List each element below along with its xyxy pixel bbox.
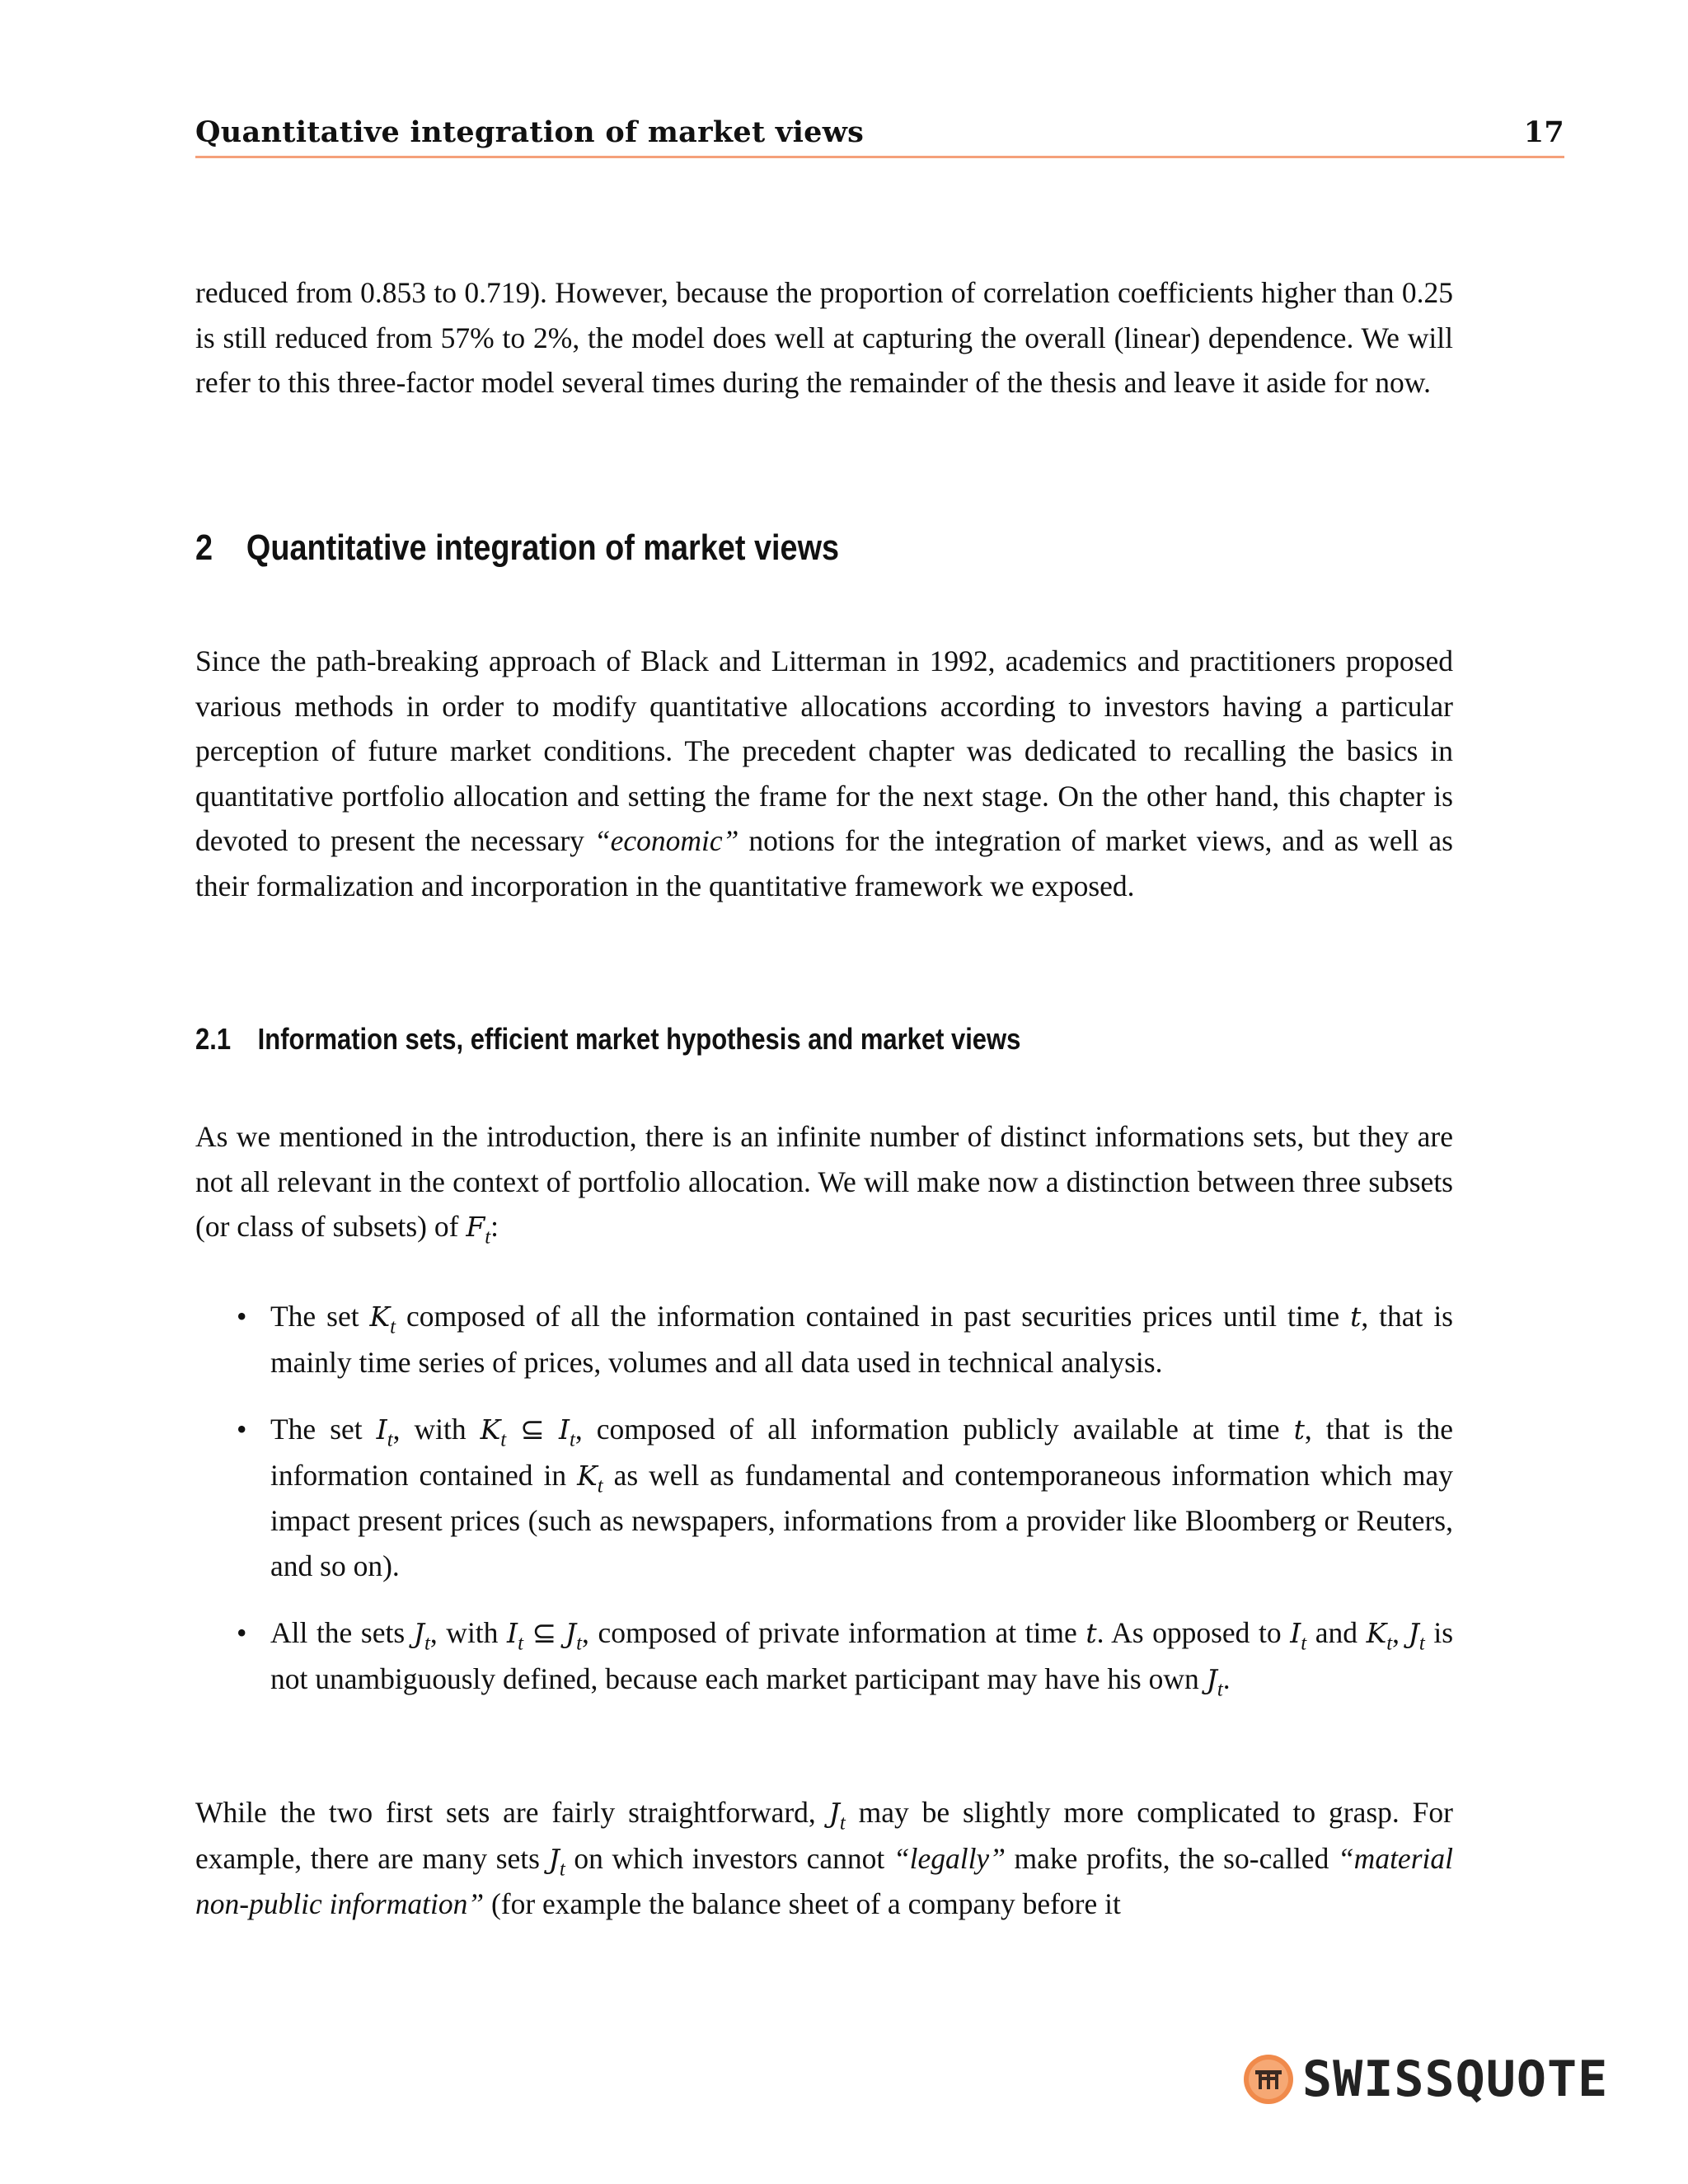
bullet-icon: • — [237, 1300, 247, 1333]
information-sets-list — [195, 1294, 1453, 1724]
math-J: J — [1206, 1662, 1217, 1695]
paragraph-2 — [195, 639, 1453, 908]
math-J: J — [413, 1617, 424, 1649]
math-subscript: t — [839, 1811, 846, 1835]
list-item — [195, 1294, 1453, 1385]
page-number: 17 — [1523, 115, 1564, 149]
bullet-icon: • — [237, 1616, 247, 1649]
section-number: 2 — [195, 527, 213, 568]
text: The set — [270, 1413, 377, 1446]
math-J: J — [1408, 1617, 1419, 1649]
math-I: I — [558, 1413, 570, 1446]
math-subscript: t — [559, 1858, 565, 1881]
paragraph-2-text-a: Since the path-breaking approach of Black and Litterman in 1992, academics and practitioners proposed various methods in order to modify quantitative allocations according to investors having a particular perception of future market conditions. The precedent chapter was dedicated to recalling the basics in quantitative portfolio allocation and setting the frame for the next stage. On the other hand, this chapter is devoted to present the necessary — [195, 644, 1453, 857]
paragraph-3-end: : — [490, 1210, 499, 1243]
math-I: I — [1290, 1617, 1301, 1649]
subsection-heading — [195, 1022, 1329, 1057]
math-subseteq: ⊆ — [532, 1616, 557, 1649]
text: , — [1392, 1616, 1400, 1649]
emphasis-material-non-public: “material non-public information” — [195, 1841, 1453, 1920]
text: , that is mainly time series of prices, volumes and all data used in technical analysis. — [270, 1300, 1453, 1379]
header-title: Quantitative integration of market views — [195, 115, 865, 149]
swissquote-logo — [1243, 2050, 1608, 2108]
math-K: K — [369, 1301, 391, 1333]
text: The set — [270, 1300, 370, 1333]
math-K: K — [480, 1413, 501, 1446]
text: and — [1306, 1616, 1367, 1649]
math-subscript: t — [1418, 1632, 1425, 1655]
text: All the sets — [270, 1616, 414, 1649]
paragraph-3 — [195, 1114, 1453, 1250]
math-subscript: t — [424, 1632, 430, 1655]
math-t: t — [1350, 1301, 1362, 1333]
math-subscript: t — [518, 1632, 523, 1655]
text: as well as fundamental and contemporaneous information which may impact present prices (such as newspapers, informations from a provider like Bloomberg or Reuters, and so on). — [270, 1458, 1453, 1582]
math-J: J — [828, 1797, 840, 1829]
paragraph-2-text-b: notions for the integration of market views, and as well as their formalization and incorporation in the quantitative framework we exposed. — [195, 824, 1453, 902]
text: , composed of all information publicly available at time — [574, 1413, 1294, 1446]
math-subscript: t — [1386, 1632, 1393, 1655]
math-subscript: t — [390, 1315, 396, 1338]
math-subscript: t — [1217, 1678, 1223, 1701]
math-subscript: t — [576, 1632, 583, 1655]
math-subscript: t — [500, 1428, 507, 1451]
subsection-title: Information sets, efficient market hypothesis and market views — [257, 1022, 1021, 1056]
subsection-number: 2.1 — [195, 1022, 232, 1056]
emphasis-legally: “legally” — [893, 1841, 1006, 1875]
swissquote-logo-icon — [1243, 2054, 1294, 2105]
text: composed of all the information contained in past securities prices until time — [396, 1300, 1351, 1333]
math-subscript: t — [597, 1474, 603, 1497]
list-item — [195, 1407, 1453, 1588]
text: (for example the balance sheet of a company before it — [484, 1887, 1121, 1920]
math-K: K — [1366, 1617, 1387, 1649]
bullet-icon: • — [237, 1413, 247, 1446]
paragraph-4 — [195, 1790, 1453, 1927]
math-I: I — [376, 1413, 387, 1446]
text: , composed of private information at time — [582, 1616, 1086, 1649]
paragraph-1: reduced from 0.853 to 0.719). However, because the proportion of correlation coefficients higher than 0.25 is still reduced from 57% to 2%, the model does well at capturing the overall (linear) dependence. We will refer to this three-factor model several times during the remainder of the thesis and leave it aside for now. — [195, 276, 1453, 399]
list-item: • All the sets $J_t$, with $I_t$ ⊆ $J_t$, composed of private information at time t. As opposed to $I_t$ and $K_t$, $J_t$ is not unambiguously defined, because each market participant may have his own $J_t$. — [195, 1610, 1453, 1702]
running-header — [195, 115, 1564, 158]
text: on which investors cannot — [565, 1841, 893, 1875]
math-t: t — [1293, 1413, 1305, 1446]
paragraph-2-emphasis: “economic” — [593, 824, 739, 857]
math-subscript: t — [1301, 1632, 1307, 1655]
math-F: F — [466, 1211, 485, 1243]
text: make profits, the so-called — [1005, 1841, 1338, 1875]
text: may be slightly more complicated to grasp. For example, there are many sets — [195, 1796, 1453, 1875]
section-title: Quantitative integration of market views — [246, 527, 840, 568]
math-subscript: t — [387, 1428, 393, 1451]
swissquote-logo-text: SWISSQUOTE — [1302, 2050, 1609, 2108]
text: , with — [392, 1413, 481, 1446]
text: . As opposed to — [1096, 1616, 1291, 1649]
text: While the two first sets are fairly straightforward, — [195, 1796, 829, 1829]
math-subscript: t — [569, 1428, 575, 1451]
text: , with — [429, 1616, 508, 1649]
math-I: I — [507, 1617, 518, 1649]
math-J: J — [565, 1617, 577, 1649]
math-J: J — [548, 1842, 560, 1875]
math-K: K — [577, 1459, 598, 1492]
paragraph-3-text: As we mentioned in the introduction, there is an infinite number of distinct informations sets, but they are not all relevant in the context of portfolio allocation. We will make now a distinction between three subsets (or class of subsets) of — [195, 1120, 1453, 1243]
section-heading — [195, 527, 1329, 569]
math-subscript: t — [485, 1226, 491, 1249]
text: , that is the information contained in — [270, 1413, 1454, 1492]
text: is not unambiguously defined, because each market participant may have his own — [270, 1616, 1454, 1695]
math-t: t — [1085, 1617, 1097, 1649]
math-subseteq: ⊆ — [520, 1413, 545, 1446]
